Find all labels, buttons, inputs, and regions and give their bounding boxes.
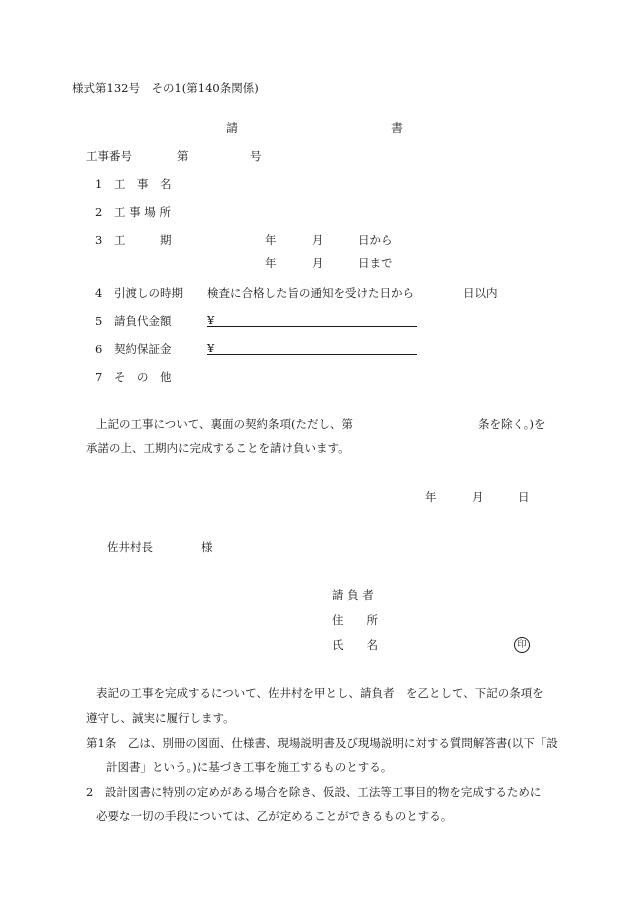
item-6-number: 6	[95, 342, 103, 356]
item-7-label: そ の 他	[114, 370, 172, 384]
contractor-name-label: 氏 名	[332, 638, 378, 652]
item-2-number: 2	[95, 205, 103, 219]
date-day: 日	[518, 490, 530, 504]
deposit-underline	[207, 354, 417, 355]
item-1-number: 1	[95, 177, 103, 191]
seal-mark: 印	[514, 637, 530, 653]
item-6-label: 契約保証金	[114, 342, 172, 356]
deposit-yen: ¥	[207, 341, 215, 355]
item-7-number: 7	[95, 370, 103, 384]
paragraph1-line2: 承諾の上、工期内に完成することを請け負います。	[86, 441, 350, 455]
paragraph2-line1: 表記の工事を完成するについて、佐井村を甲とし、請負者 を乙として、下記の条項を	[96, 686, 544, 700]
price-yen: ¥	[207, 313, 215, 327]
period-from-day: 日から	[358, 233, 393, 247]
form-number: 様式第132号 その1(第140条関係)	[72, 81, 259, 95]
price-underline	[207, 326, 417, 327]
period-to-year: 年	[265, 256, 277, 270]
period-to-month: 月	[312, 256, 324, 270]
article1-para2-line1: 2 設計図書に特別の定めがある場合を除き、仮設、工法等工事目的物を完成するために	[86, 785, 542, 799]
item-3-number: 3	[95, 233, 103, 247]
project-number-go: 号	[250, 149, 262, 163]
date-year: 年	[425, 490, 437, 504]
period-from-month: 月	[312, 233, 324, 247]
article1-line2: 計図書」という。)に基づき工事を施工するものとする。	[106, 760, 393, 774]
addressee-honorific: 様	[201, 540, 213, 554]
handover-text: 検査に合格した旨の通知を受けた日から	[207, 286, 414, 300]
paragraph1-line1-b: 条を除く。)を	[478, 417, 546, 431]
period-from-year: 年	[265, 233, 277, 247]
item-3-label-b: 期	[160, 233, 172, 247]
period-to-day: 日まで	[358, 256, 393, 270]
handover-suffix: 日以内	[463, 286, 498, 300]
article1-para2-line2: 必要な一切の手段については、乙が定めることができるものとする。	[96, 809, 453, 823]
addressee-name: 佐井村長	[107, 540, 153, 554]
date-month: 月	[472, 490, 484, 504]
paragraph2-line2: 遵守し、誠実に履行します。	[86, 711, 235, 725]
contractor-address-label: 住 所	[332, 613, 378, 627]
item-4-label: 引渡しの時期	[114, 286, 183, 300]
item-5-number: 5	[95, 314, 103, 328]
article1-line1: 第1条 乙は、別冊の図面、仕様書、現場説明書及び現場説明に対する質問解答書(以下「設	[86, 736, 558, 750]
item-4-number: 4	[95, 286, 103, 300]
title-char-2: 書	[391, 121, 404, 135]
item-3-label-a: 工	[114, 233, 126, 247]
contractor-label: 請 負 者	[332, 588, 374, 602]
item-2-label: 工 事 場 所	[114, 205, 171, 219]
item-1-label: 工 事 名	[114, 177, 172, 191]
title-char-1: 請	[226, 121, 239, 135]
project-number-label: 工事番号	[86, 149, 132, 163]
paragraph1-line1-a: 上記の工事について、裏面の契約条項(ただし、第	[96, 417, 354, 431]
project-number-dai: 第	[177, 149, 189, 163]
item-5-label: 請負代金額	[114, 314, 172, 328]
